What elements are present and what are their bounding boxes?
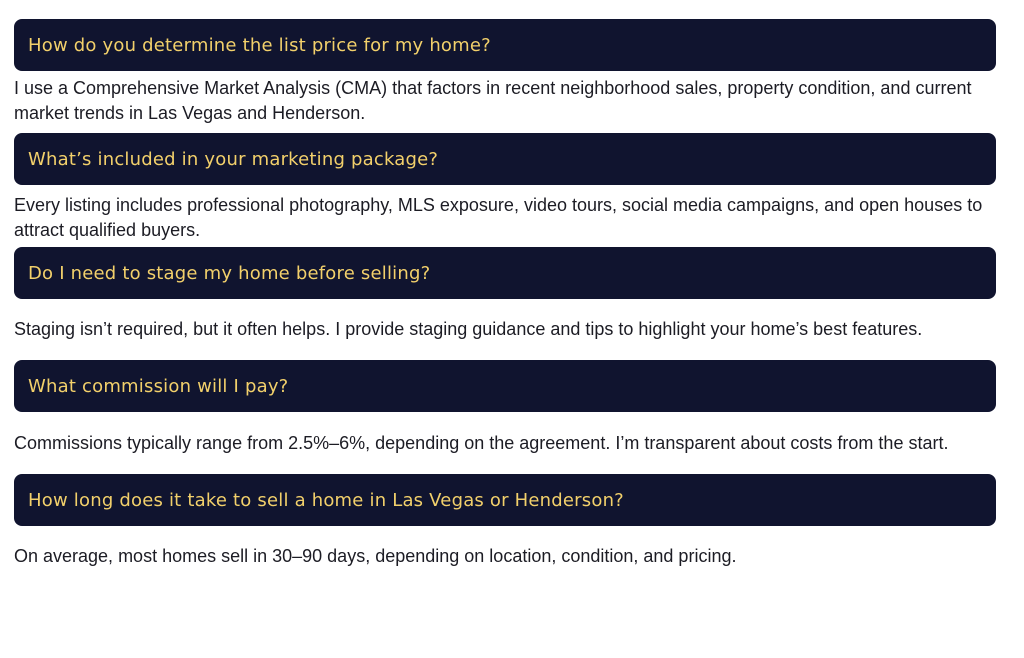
faq-answer: On average, most homes sell in 30–90 days, depending on location, condition, and pricing. — [14, 546, 737, 566]
faq-item — [14, 133, 996, 240]
faq-question-text: Do I need to stage my home before selling? — [28, 262, 431, 284]
faq-item — [14, 360, 996, 453]
faq-question-toggle[interactable] — [14, 133, 996, 185]
faq-question-text: How long does it take to sell a home in Las Vegas or Henderson? — [28, 489, 624, 511]
faq-answer: I use a Comprehensive Market Analysis (CMA) that factors in recent neighborhood sales, property condition, and current market trends in Las Vegas and Henderson. — [14, 78, 972, 123]
faq-item — [14, 19, 996, 123]
faq-question-toggle[interactable] — [14, 19, 996, 71]
faq-question-toggle[interactable] — [14, 474, 996, 526]
faq-answer: Every listing includes professional photography, MLS exposure, video tours, social media campaigns, and open houses to attract qualified buyers. — [14, 195, 983, 240]
faq-question-toggle[interactable] — [14, 360, 996, 412]
faq-item — [14, 247, 996, 339]
faq-question-text: How do you determine the list price for my home? — [28, 34, 491, 56]
faq-answer: Commissions typically range from 2.5%–6%, depending on the agreement. I’m transparent about costs from the start. — [14, 433, 949, 453]
faq-item — [14, 474, 996, 566]
faq-question-text: What commission will I pay? — [28, 375, 289, 397]
faq-question-text: What’s included in your marketing package? — [28, 148, 439, 170]
faq-answer: Staging isn’t required, but it often helps. I provide staging guidance and tips to highlight your home’s best features. — [14, 319, 923, 339]
faq-question-toggle[interactable] — [14, 247, 996, 299]
